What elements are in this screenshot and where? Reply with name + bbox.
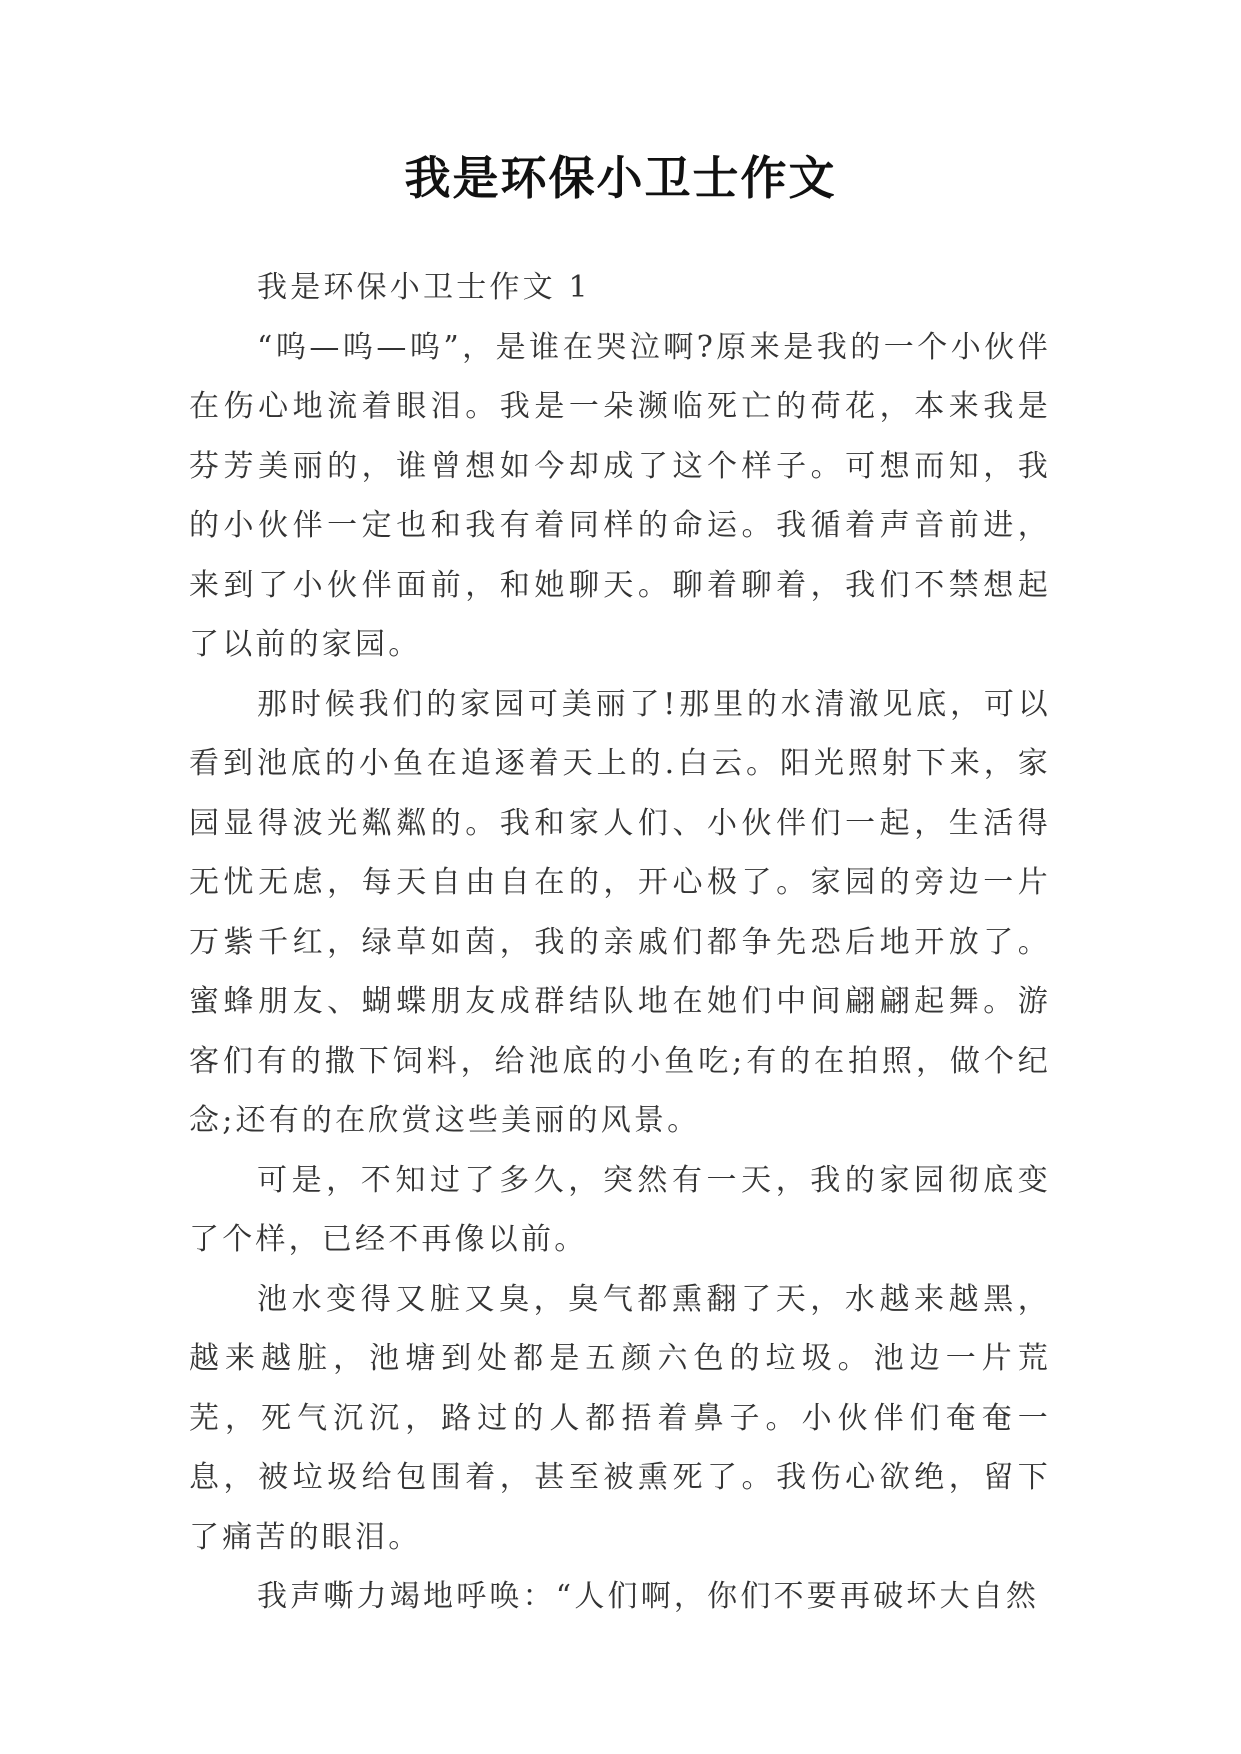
paragraph: “呜—呜—呜”，是谁在哭泣啊?原来是我的一个小伙伴在伤心地流着眼泪。我是一朵濒临死亡的荷花，本来我是芬芳美丽的，谁曾想如今却成了这个样子。可想而知，我的小伙伴一定也和我有着同样的命运。我循着声音前进，来到了小伙伴面前，和她聊天。聊着聊着，我们不禁想起了以前的家园。 — [189, 329, 1051, 662]
document-body — [189, 258, 1051, 1627]
essay-heading: 我是环保小卫士作文 1 — [257, 270, 591, 305]
paragraph: 我声嘶力竭地呼唤：“人们啊，你们不要再破坏大自然 — [257, 1579, 1040, 1614]
paragraph: 池水变得又脏又臭，臭气都熏翻了天，水越来越黑，越来越脏，池塘到处都是五颜六色的垃圾。池边一片荒芜，死气沉沉，路过的人都捂着鼻子。小伙伴们奄奄一息，被垃圾给包围着，甚至被熏死了。我伤心欲绝，留下了痛苦的眼泪。 — [189, 1281, 1051, 1555]
paragraph: 可是，不知过了多久，突然有一天，我的家园彻底变了个样，已经不再像以前。 — [189, 1162, 1051, 1257]
document-title: 我是环保小卫士作文 — [404, 151, 837, 205]
paragraph: 那时候我们的家园可美丽了!那里的水清澈见底，可以看到池底的小鱼在追逐着天上的.白云。阳光照射下来，家园显得波光粼粼的。我和家人们、小伙伴们一起，生活得无忧无虑，每天自由自在的，开心极了。家园的旁边一片万紫千红，绿草如茵，我的亲戚们都争先恐后地开放了。蜜蜂朋友、蝴蝶朋友成群结队地在她们中间翩翩起舞。游客们有的撒下饲料，给池底的小鱼吃;有的在拍照，做个纪念;还有的在欣赏这些美丽的风景。 — [189, 686, 1051, 1138]
